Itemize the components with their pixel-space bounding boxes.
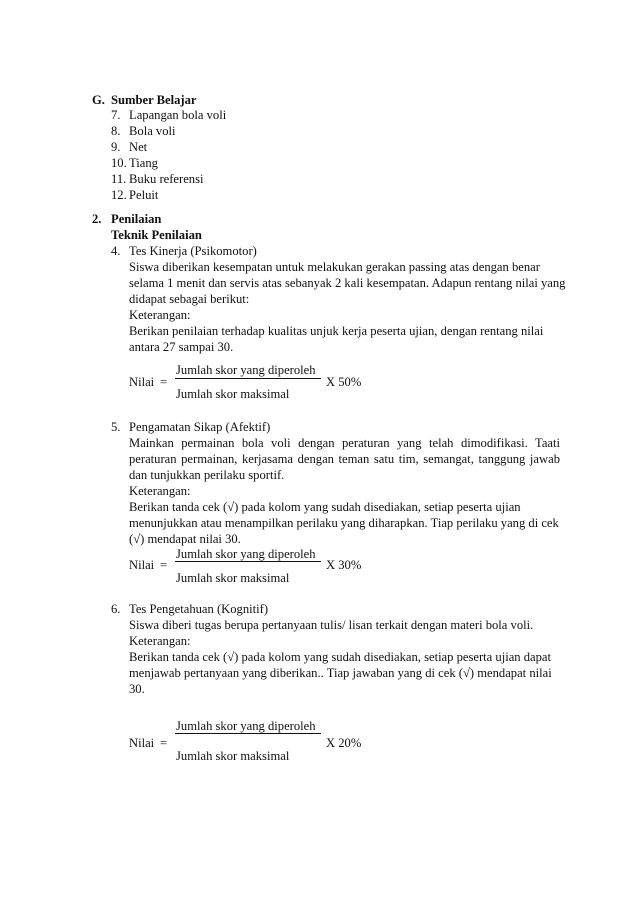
paragraph-line: Mainkan permainan bola voli dengan peraturan yang telah dimodifikasi. Taati [129, 436, 560, 450]
list-item-number: 9. [111, 140, 121, 154]
formula-multiplier: X 30% [326, 558, 362, 572]
list-item: Bola voli [129, 124, 176, 138]
paragraph-line: menunjukkan atau menampilkan perilaku yang diharapkan. Tiap perilaku yang di cek [129, 516, 559, 530]
item-title-pengamatan-sikap: Pengamatan Sikap (Afektif) [129, 420, 271, 434]
list-item-number: 12. [111, 188, 127, 202]
paragraph-line: Keterangan: [129, 308, 191, 322]
paragraph-line: Siswa diberi tugas berupa pertanyaan tulis/ lisan terkait dengan materi bola voli. [129, 618, 534, 632]
item-number: 5. [111, 420, 121, 434]
formula-denominator: Jumlah skor maksimal [176, 387, 290, 401]
paragraph-line: Keterangan: [129, 634, 191, 648]
list-item-number: 10. [111, 156, 127, 170]
formula-numerator: Jumlah skor yang diperoleh [176, 719, 316, 733]
subheading-teknik-penilaian: Teknik Penilaian [111, 228, 202, 242]
paragraph-line: selama 1 menit dan servis atas sebanyak 2 kali kesempatan. Adapun rentang nilai yang [129, 276, 566, 290]
item-title-tes-pengetahuan: Tes Pengetahuan (Kognitif) [129, 602, 269, 616]
formula-numerator: Jumlah skor yang diperoleh [176, 547, 316, 561]
section-heading-penilaian: Penilaian [111, 212, 162, 226]
section-heading-sumber-belajar: Sumber Belajar [111, 93, 197, 107]
paragraph-line: Berikan penilaian terhadap kualitas unjuk kerja peserta ujian, dengan rentang nilai [129, 324, 544, 338]
section-marker-g: G. [92, 93, 105, 107]
list-item-number: 8. [111, 124, 121, 138]
formula-equals: = [160, 558, 168, 572]
fraction-bar [175, 561, 321, 562]
paragraph-line: antara 27 sampai 30. [129, 340, 234, 354]
paragraph-line: menjawab pertanyaan yang diberikan.. Tiap jawaban yang di cek (√) mendapat nilai [129, 666, 552, 680]
list-item-number: 11. [111, 172, 127, 186]
formula-equals: = [160, 375, 168, 389]
formula-label: Nilai [129, 558, 155, 572]
paragraph-line: Berikan tanda cek (√) pada kolom yang sudah disediakan, setiap peserta ujian [129, 500, 521, 514]
fraction-bar [175, 733, 321, 734]
paragraph-line: Keterangan: [129, 484, 191, 498]
formula-equals: = [160, 736, 168, 750]
formula-denominator: Jumlah skor maksimal [176, 749, 290, 763]
formula-multiplier: X 20% [326, 736, 362, 750]
fraction-bar [175, 378, 321, 379]
paragraph-line: dan tunjukkan perilaku sportif. [129, 468, 285, 482]
item-title-tes-kinerja: Tes Kinerja (Psikomotor) [129, 244, 257, 258]
item-number: 6. [111, 602, 121, 616]
paragraph-line: didapat sebagai berikut: [129, 292, 250, 306]
list-item: Peluit [129, 188, 159, 202]
paragraph-line: Berikan tanda cek (√) pada kolom yang sudah disediakan, setiap peserta ujian dapat [129, 650, 552, 664]
formula-multiplier: X 50% [326, 375, 362, 389]
formula-numerator: Jumlah skor yang diperoleh [176, 363, 316, 377]
paragraph-line: Siswa diberikan kesempatan untuk melakukan gerakan passing atas dengan benar [129, 260, 540, 274]
list-item: Net [129, 140, 148, 154]
formula-denominator: Jumlah skor maksimal [176, 571, 290, 585]
item-number: 4. [111, 244, 121, 258]
formula-label: Nilai [129, 375, 155, 389]
paragraph-line: (√) mendapat nilai 30. [129, 532, 241, 546]
list-item-number: 7. [111, 108, 121, 122]
list-item: Tiang [129, 156, 158, 170]
paragraph-line: 30. [129, 682, 145, 696]
list-item: Buku referensi [129, 172, 204, 186]
list-item: Lapangan bola voli [129, 108, 227, 122]
formula-label: Nilai [129, 736, 155, 750]
section-marker-2: 2. [92, 212, 102, 226]
paragraph-line: peraturan permainan, kerjasama dengan teman satu tim, semangat, tanggung jawab [129, 452, 560, 466]
